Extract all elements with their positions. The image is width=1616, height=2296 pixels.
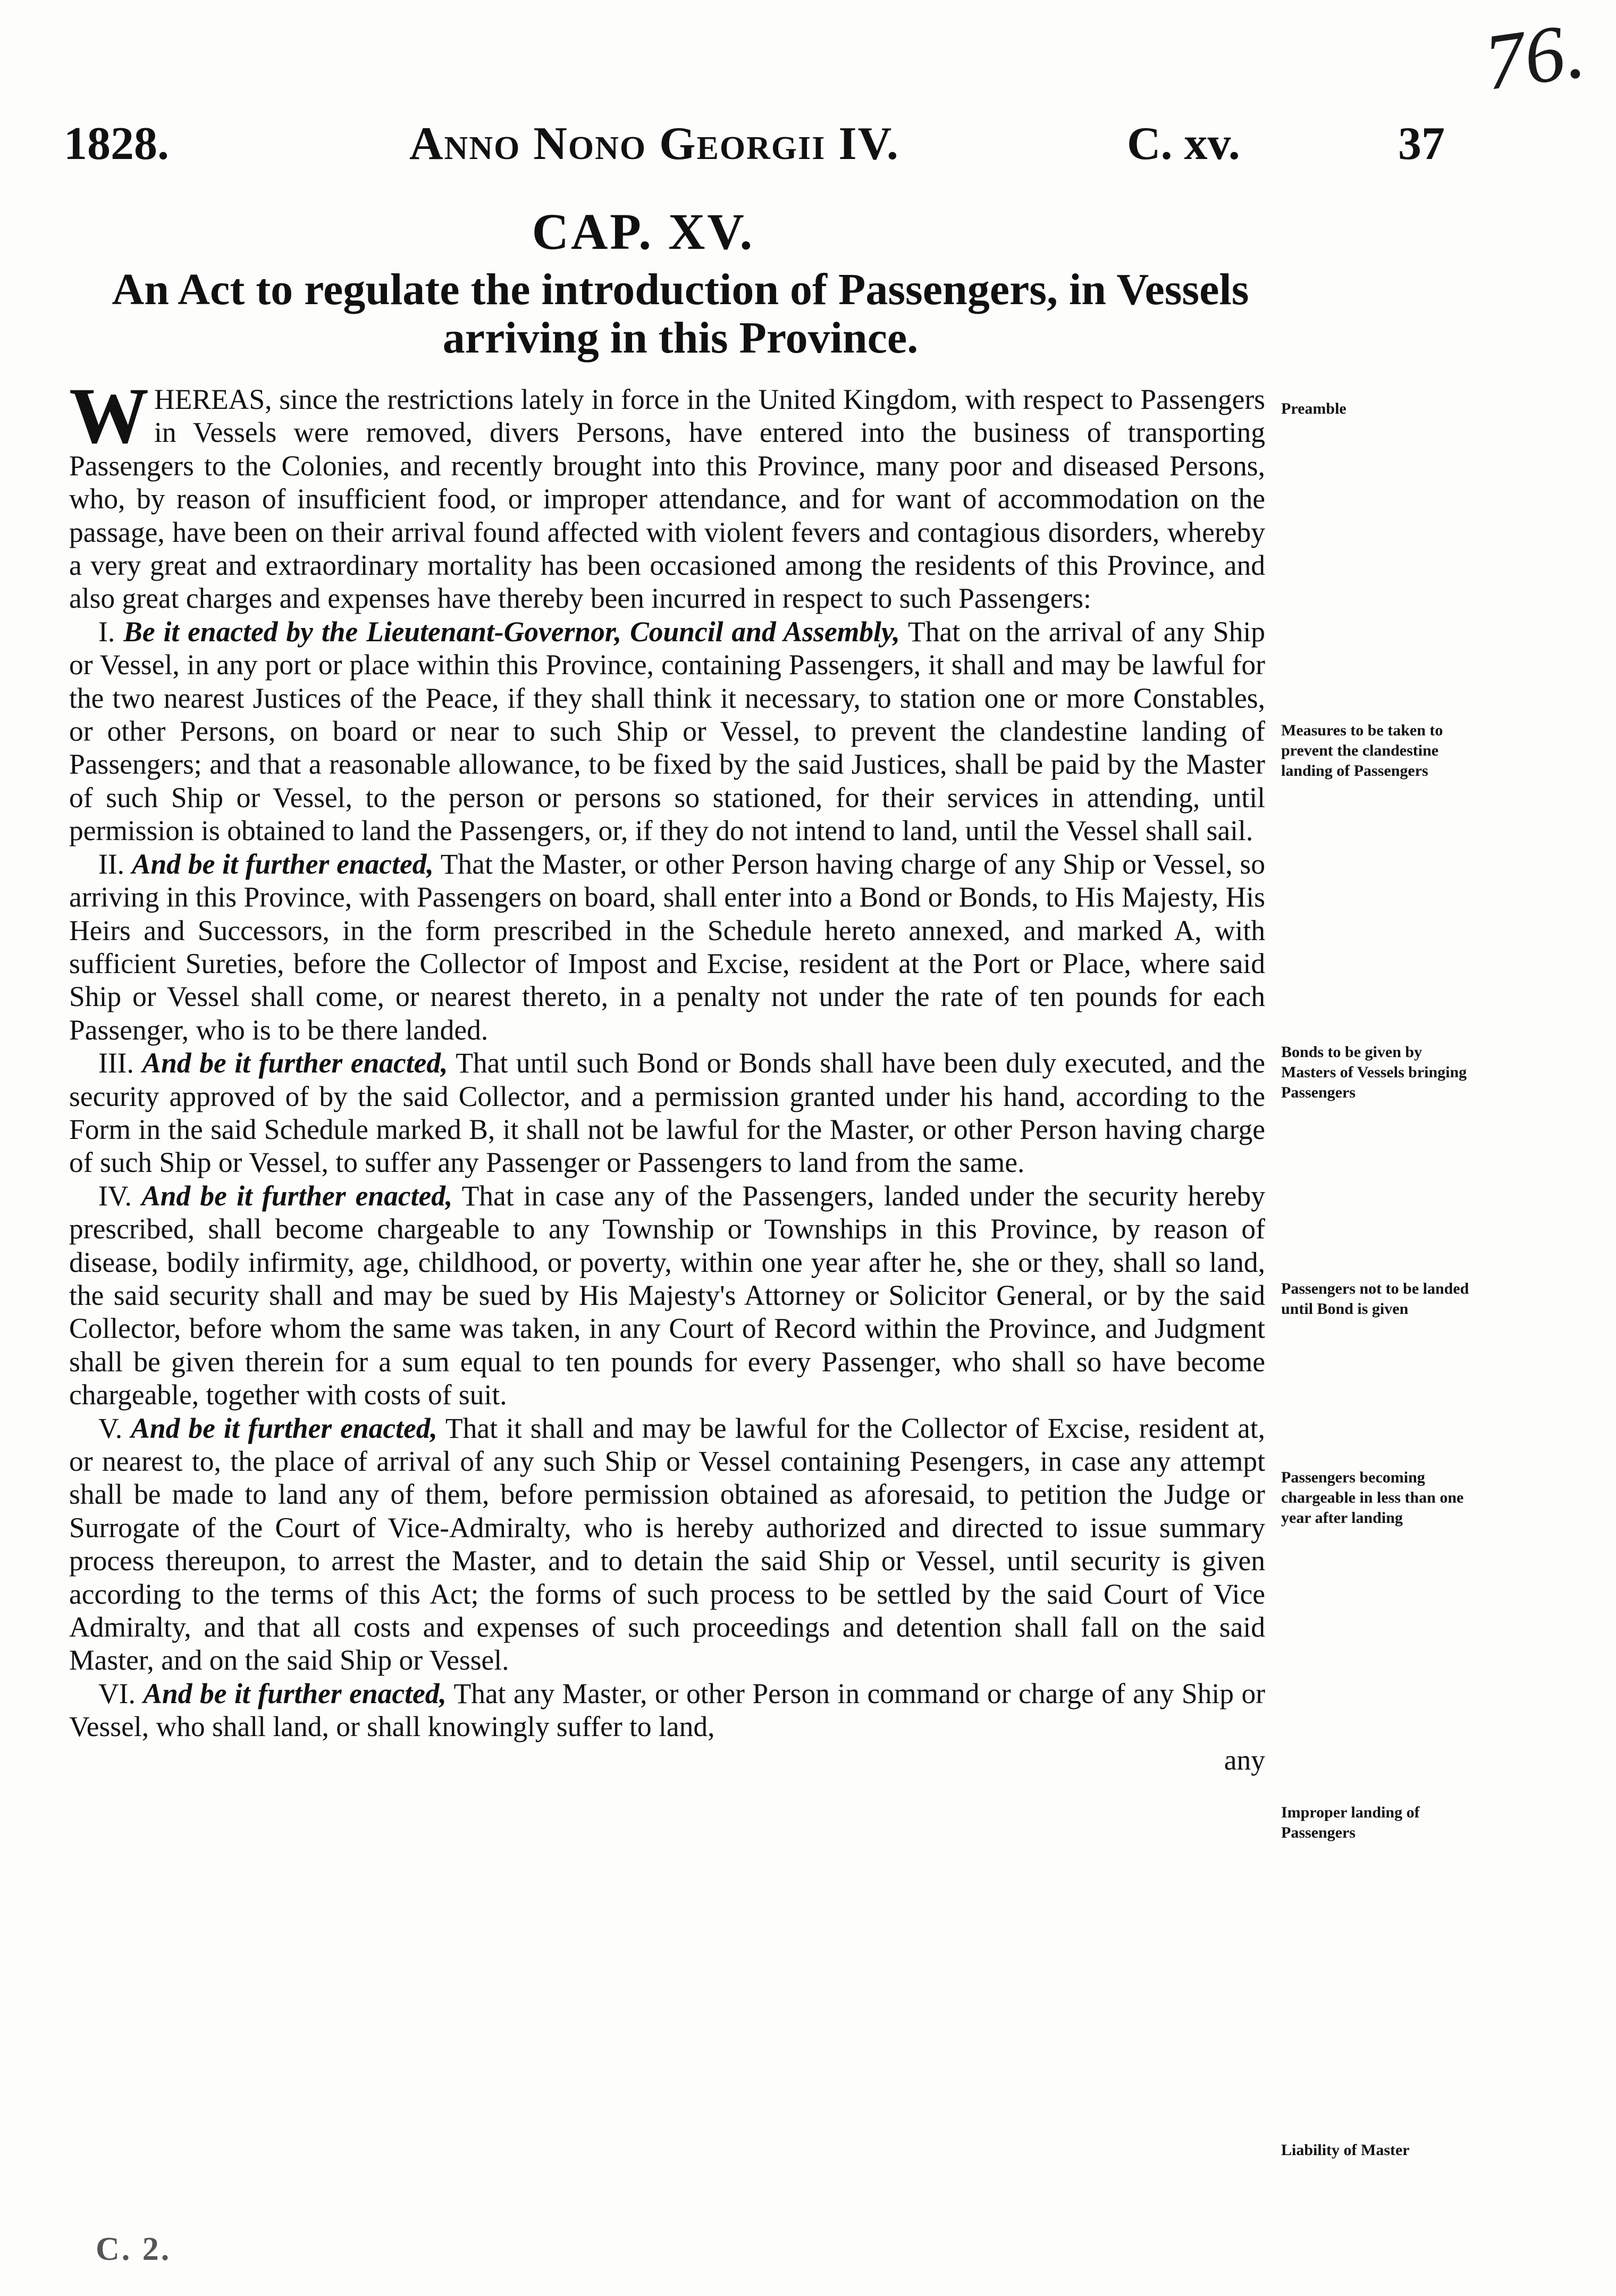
enacting-clause: And be it further enacted, [143, 1677, 447, 1710]
chapter-title: CAP. XV. [532, 203, 755, 260]
page-number: 37 [1398, 118, 1445, 170]
running-head-title: Anno Nono Georgii IV. [409, 118, 899, 170]
preamble-text: HEREAS, since the restrictions lately in force in the United Kingdom, with respect to Passengers in Vessels were removed, divers Persons, have entered into the business of transporting Passengers to the Colonies, and recently brought into this Province, many poor and diseased Persons, who, by reason of insufficient food, or improper attendance, and for want of accommodation on the passage, have been on their arrival found affected with violent fevers and contagious disorders, whereby a very great and extraordinary mortality has been occasioned among the residents of this Province, and also great charges and expenses have thereby been incurred in respect to such Passengers: [69, 383, 1265, 615]
margin-note: Liability of Master [1281, 2141, 1410, 2159]
section-text: That on the arrival of any Ship or Vessel, in any port or place within this Province, containing Passengers, it shall and may be lawful for the two nearest Justices of the Peace, if they shall think it necessary, to station one or more Constables, or other Persons, on board or near to such Ship or Vessel, to prevent the clandestine landing of Passengers; and that a reasonable allowance, to be fixed by the said Justices, shall be paid by the Master of such Ship or Vessel, to the person or persons so stationed, for their services in attending, until permission is obtained to land the Passengers, or, if they do not intend to land, until the Vessel shall sail. [69, 615, 1266, 847]
handwritten-folio-number: 76. [1478, 5, 1590, 107]
section-text: That in case any of the Passengers, landed under the security hereby prescribed, shall become chargeable to any Township or Townships in this Province, by reason of disease, bodily infirmity, age, childhood, or poverty, within one year after he, she or they, shall so land, the said security shall and may be sued by His Majesty's Attorney or Solicitor General, or by the said Collector, before whom the same was taken, in any Court of Record within the Province, and Judgment shall be given therein for a sum equal to ten pounds for every Passenger, who shall so have become chargeable, together with costs of suit. [69, 1179, 1265, 1411]
preamble-paragraph [69, 372, 1265, 615]
section-paragraph [69, 1179, 1265, 1412]
margin-note: Improper landing of Passengers [1281, 1804, 1420, 1841]
section-paragraph [69, 1677, 1265, 1744]
margin-note: Measures to be taken to prevent the clandestine landing of Passengers [1281, 722, 1443, 780]
section-number: VI. [98, 1677, 136, 1710]
enacting-clause: And be it further enacted, [141, 1179, 453, 1212]
section-paragraph [69, 848, 1265, 1046]
running-head [64, 117, 1445, 175]
running-head-chapter: C. xv. [1127, 118, 1240, 170]
margin-note: Preamble [1281, 400, 1346, 417]
section-number: V. [98, 1412, 123, 1444]
signature-mark: C. 2. [96, 2231, 172, 2267]
section-paragraph [69, 1046, 1265, 1179]
section-paragraph [69, 615, 1265, 848]
margin-note: Bonds to be given by Masters of Vessels bringing Passengers [1281, 1043, 1467, 1101]
section-text: That any Master, or other Person in command or charge of any Ship or Vessel, who shall land, or shall knowingly suffer to land, [69, 1677, 1266, 1743]
section-paragraph [69, 1412, 1265, 1677]
section-number: III. [98, 1047, 134, 1079]
enacting-clause: And be it further enacted, [142, 1047, 448, 1079]
section-number: I. [98, 615, 115, 648]
section-text: That until such Bond or Bonds shall have been duly executed, and the security approved of by the said Collector, and a permission granted under his hand, according to the Form in the said Schedule marked B, it shall not be lawful for the Master, or other Person having charge of such Ship or Vessel, to suffer any Passenger or Passengers to land from the same. [69, 1047, 1266, 1179]
margin-note: Passengers not to be landed until Bond is given [1281, 1280, 1469, 1318]
drop-cap: W [69, 372, 149, 460]
section-number: IV. [98, 1179, 132, 1212]
act-title: An Act to regulate the introduction of Passengers, in Vessels arriving in this Province. [112, 265, 1249, 363]
enacting-clause: And be it further enacted, [131, 848, 434, 880]
enacting-clause: Be it enacted by the Lieutenant-Governor, Council and Assembly, [123, 615, 900, 648]
section-text: That it shall and may be lawful for the Collector of Excise, resident at, or nearest to, the place of arrival of any such Ship or Vessel containing Pesengers, in case any attempt shall be made to land any of them, before permission obtained as aforesaid, to petition the Judge or Surrogate of the Court of Vice-Admiralty, who is hereby authorized and directed to issue summary process thereupon, to arrest the Master, and to detain the said Ship or Vessel, until security is given according to the terms of this Act; the forms of such process to be settled by the said Court of Vice Admiralty, and that all costs and expenses of such proceedings and detention shall fall on the said Master, and on the said Ship or Vessel. [69, 1412, 1266, 1677]
running-head-year: 1828. [64, 118, 169, 170]
section-text: That the Master, or other Person having charge of any Ship or Vessel, so arriving in this Province, with Passengers on board, shall enter into a Bond or Bonds, to His Majesty, His Heirs and Successors, in the form prescribed in the Schedule hereto annexed, and marked A, with sufficient Sureties, before the Collector of Impost and Excise, resident at the Port or Place, where said Ship or Vessel shall come, or nearest thereto, in a penalty not under the rate of ten pounds for each Passenger, who is to be there landed. [69, 848, 1265, 1046]
section-number: II. [98, 848, 125, 880]
catchword: any [1224, 1744, 1265, 1776]
margin-note: Passengers becoming chargeable in less than one year after landing [1281, 1469, 1464, 1527]
act-body [69, 372, 1266, 1777]
enacting-clause: And be it further enacted, [131, 1412, 437, 1444]
